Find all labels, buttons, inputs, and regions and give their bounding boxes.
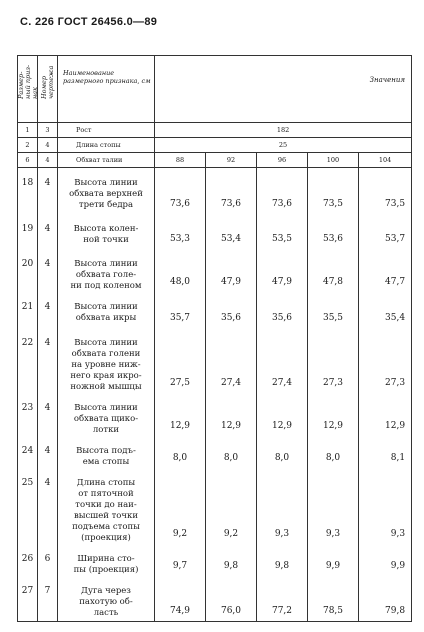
row-feature-number: 19 — [18, 214, 38, 249]
table-row — [18, 468, 412, 544]
row-value: 53,7 — [359, 214, 412, 249]
row-feature-number: 20 — [18, 249, 38, 292]
row-value: 73,5 — [359, 168, 412, 214]
feature-name-line: пахотую об- — [79, 596, 133, 607]
page-header: С. 226 ГОСТ 26456.0—89 — [20, 16, 158, 28]
row-feature-number: 22 — [18, 328, 38, 393]
row-value: 47,7 — [359, 249, 412, 292]
row-value: 8,0 — [257, 436, 308, 468]
row-value: 8,0 — [155, 436, 206, 468]
row-feature-name — [58, 292, 155, 328]
header-dimension-feature: Размер-ный приз-нак — [18, 56, 38, 123]
row-value: 47,9 — [206, 249, 257, 292]
row-feature-number: 25 — [18, 468, 38, 544]
sub-row-foot-length: 2 4 Длина стопы 25 — [18, 138, 412, 153]
row-feature-name — [58, 328, 155, 393]
row-feature-name — [58, 544, 155, 576]
row-value: 35,4 — [359, 292, 412, 328]
row-value: 76,0 — [206, 576, 257, 622]
row-value: 9,3 — [308, 468, 359, 544]
row-value: 35,7 — [155, 292, 206, 328]
feature-name-line: (проекция) — [81, 532, 131, 543]
feature-name-line: ема стопы — [82, 456, 130, 467]
row-drawing-number: 4 — [38, 393, 58, 436]
feature-name-line: Высота подъ- — [76, 445, 136, 456]
row-value: 12,9 — [308, 393, 359, 436]
row-value: 74,9 — [155, 576, 206, 622]
row-feature-name — [58, 168, 155, 214]
table-row — [18, 576, 412, 622]
row-value: 77,2 — [257, 576, 308, 622]
row-value: 47,9 — [257, 249, 308, 292]
row-value: 35,6 — [206, 292, 257, 328]
feature-name-line: Дуга через — [81, 585, 131, 596]
row-feature-number: 18 — [18, 168, 38, 214]
header-drawing-number: Номер чертежа — [38, 56, 58, 123]
row-value: 73,6 — [206, 168, 257, 214]
table-row — [18, 544, 412, 576]
feature-name-line: трети бедра — [78, 200, 134, 210]
row-value: 12,9 — [257, 393, 308, 436]
row-value: 73,5 — [308, 168, 359, 214]
feature-name-line: обхвата голе- — [75, 269, 137, 280]
row-value: 9,8 — [206, 544, 257, 576]
row-feature-name — [58, 249, 155, 292]
table-row — [18, 393, 412, 436]
row-feature-name — [58, 576, 155, 622]
row-drawing-number: 4 — [38, 249, 58, 292]
row-feature-number: 27 — [18, 576, 38, 622]
sub-row-height: 1 3 Рост 182 — [18, 123, 412, 138]
row-value: 79,8 — [359, 576, 412, 622]
row-feature-number: 21 — [18, 292, 38, 328]
row-feature-name — [58, 393, 155, 436]
row-value: 9,2 — [155, 468, 206, 544]
header-feature-name: Наименование размерного признака, см — [58, 56, 155, 123]
row-drawing-number: 6 — [38, 544, 58, 576]
row-feature-name — [58, 436, 155, 468]
row-value: 47,8 — [308, 249, 359, 292]
feature-name-line: точки до наи- — [75, 499, 137, 510]
feature-name-line: лотки — [92, 424, 120, 435]
measurements-table — [17, 55, 412, 622]
feature-name-line: ласть — [93, 607, 119, 618]
row-value: 78,5 — [308, 576, 359, 622]
feature-name-line: от пяточной — [78, 488, 134, 499]
feature-name-line: обхвата щико- — [73, 413, 139, 424]
row-drawing-number: 4 — [38, 328, 58, 393]
feature-name-line: ной точки — [83, 234, 129, 245]
row-value: 27,5 — [155, 328, 206, 393]
feature-name-line: Высота линии — [74, 337, 138, 348]
row-value: 48,0 — [155, 249, 206, 292]
row-value: 8,1 — [359, 436, 412, 468]
feature-name-line: ножной мышцы — [70, 381, 142, 392]
row-value: 9,9 — [308, 544, 359, 576]
row-value: 53,3 — [155, 214, 206, 249]
table-row — [18, 328, 412, 393]
feature-name-line: Длина стопы — [76, 477, 136, 488]
table-row — [18, 249, 412, 292]
row-feature-number: 24 — [18, 436, 38, 468]
feature-name-line: подъема стопы — [72, 521, 140, 532]
table-header-row — [18, 56, 412, 123]
row-value: 27,3 — [308, 328, 359, 393]
feature-name-line: Ширина сто- — [77, 553, 135, 564]
feature-name-line: ни под коленом — [70, 280, 142, 291]
row-value: 53,6 — [308, 214, 359, 249]
row-value: 8,0 — [206, 436, 257, 468]
row-value: 53,5 — [257, 214, 308, 249]
row-feature-name — [58, 214, 155, 249]
feature-name-line: Высота линии — [74, 301, 138, 312]
row-drawing-number: 4 — [38, 292, 58, 328]
feature-name-line: обхвата верхней — [69, 189, 143, 199]
feature-name-line: пы (проекция) — [73, 564, 139, 575]
row-value: 53,4 — [206, 214, 257, 249]
table-row — [18, 292, 412, 328]
feature-name-line: Высота линии — [74, 402, 138, 413]
row-feature-number: 26 — [18, 544, 38, 576]
row-value: 12,9 — [359, 393, 412, 436]
feature-name-line: высшей точки — [73, 510, 139, 521]
row-drawing-number: 4 — [38, 214, 58, 249]
row-value: 9,7 — [155, 544, 206, 576]
feature-name-line: обхвата голени — [71, 348, 141, 359]
row-feature-name — [58, 468, 155, 544]
row-value: 35,5 — [308, 292, 359, 328]
table-row — [18, 436, 412, 468]
row-value: 8,0 — [308, 436, 359, 468]
row-value: 9,3 — [359, 468, 412, 544]
row-value: 9,2 — [206, 468, 257, 544]
feature-name-line: Высота колен- — [73, 223, 139, 234]
row-drawing-number: 7 — [38, 576, 58, 622]
row-value: 9,8 — [257, 544, 308, 576]
row-value: 12,9 — [206, 393, 257, 436]
feature-name-line: Высота линии — [74, 258, 138, 269]
row-value: 27,4 — [257, 328, 308, 393]
feature-name-line: на уровне ниж- — [71, 359, 141, 370]
row-drawing-number: 4 — [38, 436, 58, 468]
sub-row-waist: 6 4 Обхват талии 88 92 96 100 104 — [18, 153, 412, 168]
row-value: 27,3 — [359, 328, 412, 393]
row-value: 9,3 — [257, 468, 308, 544]
table-row — [18, 214, 412, 249]
feature-name-line: него края икро- — [70, 370, 142, 381]
row-value: 73,6 — [257, 168, 308, 214]
feature-name-line: Высота линии — [74, 178, 138, 188]
row-value: 73,6 — [155, 168, 206, 214]
table-row — [18, 168, 412, 214]
row-feature-number: 23 — [18, 393, 38, 436]
row-value: 12,9 — [155, 393, 206, 436]
row-drawing-number: 4 — [38, 168, 58, 214]
header-values: Значения — [155, 56, 412, 123]
row-drawing-number: 4 — [38, 468, 58, 544]
row-value: 27,4 — [206, 328, 257, 393]
feature-name-line: обхвата икры — [75, 312, 137, 323]
row-value: 9,9 — [359, 544, 412, 576]
row-value: 35,6 — [257, 292, 308, 328]
